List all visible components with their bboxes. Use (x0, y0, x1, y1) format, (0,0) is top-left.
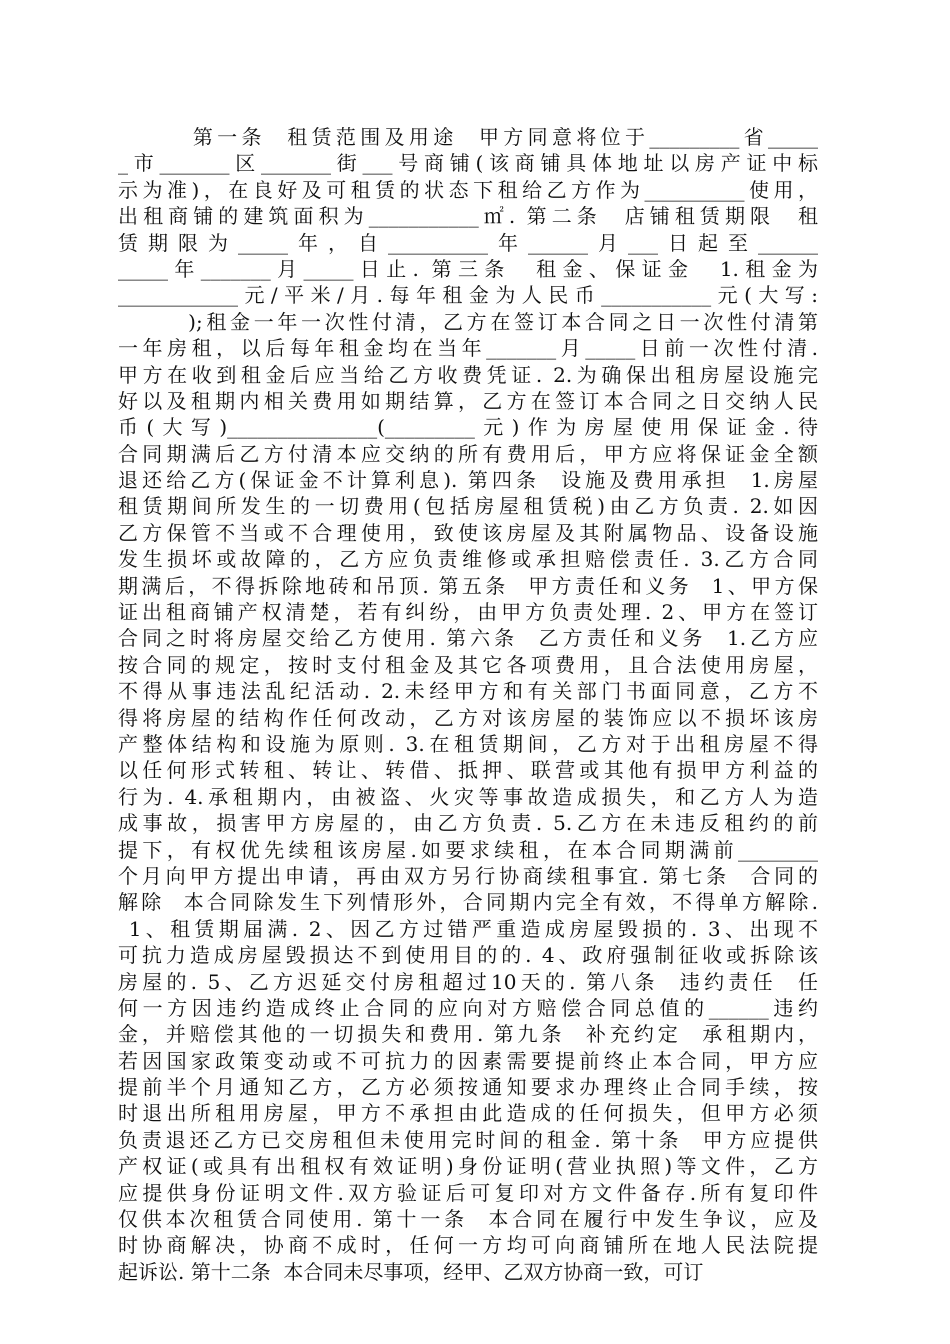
contract-line: 成事故，损害甲方房屋的，由乙方负责. 5.乙方在未违反租约的前 (118, 811, 818, 836)
contract-line: 以任何形式转租、转让、转借、抵押、联营或其他有损甲方利益的 (118, 758, 818, 783)
contract-line: 行为. 4.承租期内，由被盗、火灾等事故造成损失，和乙方人为造 (118, 784, 818, 809)
contract-line: );租金一年一次性付清，乙方在签订本合同之日一次性付清第 (118, 309, 818, 334)
contract-line: 产整体结构和设施为原则. 3.在租赁期间，乙方对于出租房屋不得 (118, 731, 818, 756)
contract-line: 可抗力造成房屋毁损达不到使用目的的. 4、政府强制征收或拆除该 (118, 943, 818, 968)
contract-line: 金，并赔偿其他的一切损失和费用. 第九条 补充约定 承租期内， (118, 1022, 818, 1047)
contract-line: _____年_______月_____日止. 第三条 租金、保证金 1.租金为 (118, 256, 818, 281)
contract-line: ____________元/平米/月.每年租金为人民币___________元(大写: (118, 283, 818, 308)
contract-line: 仅供本次租赁合同使用. 第十一条 本合同在履行中发生争议，应及 (118, 1207, 818, 1232)
contract-line: 出租商铺的建筑面积为___________㎡. 第二条 店铺租赁期限 租 (118, 204, 818, 229)
contract-line: 得将房屋的结构作任何改动，乙方对该房屋的装饰应以不损坏该房 (118, 705, 818, 730)
contract-line: 赁期限为_____年，自__________年______月___日起至______ (118, 230, 818, 255)
contract-line: 期满后，不得拆除地砖和吊顶. 第五条 甲方责任和义务 1、甲方保 (118, 573, 818, 598)
contract-line: 个月向甲方提出申请，再由双方另行协商续租事宜. 第七条 合同的 (118, 863, 818, 888)
contract-line: 租赁期间所发生的一切费用(包括房屋租赁税)由乙方负责. 2.如因 (118, 494, 818, 519)
contract-line: 一年房租，以后每年租金均在当年_______月_____日前一次性付清. (118, 336, 818, 361)
contract-line: 提下，有权优先续租该房屋.如要求续租，在本合同期满前________ (118, 837, 818, 862)
contract-line: 负责退还乙方已交房租但未使用完时间的租金. 第十条 甲方应提供 (118, 1127, 818, 1152)
contract-line: 何一方因违约造成终止合同的应向对方赔偿合同总值的______违约 (118, 995, 818, 1020)
contract-line: 按合同的规定，按时支付租金及其它各项费用，且合法使用房屋， (118, 652, 818, 677)
contract-line: 退还给乙方(保证金不计算利息). 第四条 设施及费用承担 1.房屋 (118, 468, 818, 493)
contract-line: 好以及租期内相关费用如期结算，乙方在签订本合同之日交纳人民 (118, 388, 818, 413)
contract-line: 证出租商铺产权清楚，若有纠纷，由甲方负责处理. 2、甲方在签订 (118, 600, 818, 625)
contract-line: 第一条 租赁范围及用途 甲方同意将位于_________省_____ (118, 125, 818, 149)
contract-line: 币(大写)_______________(_________元)作为房屋使用保证金.待 (118, 415, 818, 440)
contract-line: 应提供身份证明文件.双方验证后可复印对方文件备存.所有复印件 (118, 1180, 818, 1205)
contract-body (118, 124, 818, 1285)
contract-line: 若因国家政策变动或不可抗力的因素需要提前终止本合同，甲方应 (118, 1048, 818, 1073)
contract-line: 时退出所租用房屋，甲方不承担由此造成的任何损失，但甲方必须 (118, 1101, 818, 1126)
contract-line: 合同期满后乙方付清本应交纳的所有费用后，甲方应将保证金全额 (118, 441, 818, 466)
contract-line: 时协商解决，协商不成时，任何一方均可向商铺所在地人民法院提 (118, 1233, 818, 1258)
contract-line: 乙方保管不当或不合理使用，致使该房屋及其附属物品、设备设施 (118, 520, 818, 545)
contract-line: 提前半个月通知乙方，乙方必须按通知要求办理终止合同手续，按 (118, 1075, 818, 1100)
contract-line: 起诉讼. 第十二条 本合同未尽事项，经甲、乙双方协商一致，可订 (118, 1259, 704, 1284)
contract-line: 解除 本合同除发生下列情形外，合同期内完全有效，不得单方解除. (118, 890, 818, 915)
contract-line: _市_______区_______街___号商铺(该商铺具体地址以房产证中标 (118, 151, 818, 176)
contract-line: 产权证(或具有出租权有效证明)身份证明(营业执照)等文件，乙方 (118, 1154, 818, 1179)
contract-line: 房屋的. 5、乙方迟延交付房租超过10天的. 第八条 违约责任 任 (118, 969, 818, 994)
contract-line: 发生损坏或故障的，乙方应负责维修或承担赔偿责任. 3.乙方合同 (118, 547, 818, 572)
contract-line: 1、租赁期届满. 2、因乙方过错严重造成房屋毁损的. 3、出现不 (118, 916, 818, 941)
contract-line: 示为准)，在良好及可租赁的状态下租给乙方作为__________使用， (118, 177, 818, 202)
contract-line: 不得从事违法乱纪活动. 2.未经甲方和有关部门书面同意，乙方不 (118, 679, 818, 704)
contract-line: 合同之时将房屋交给乙方使用. 第六条 乙方责任和义务 1.乙方应 (118, 626, 818, 651)
contract-line: 甲方在收到租金后应当给乙方收费凭证. 2.为确保出租房屋设施完 (118, 362, 818, 387)
